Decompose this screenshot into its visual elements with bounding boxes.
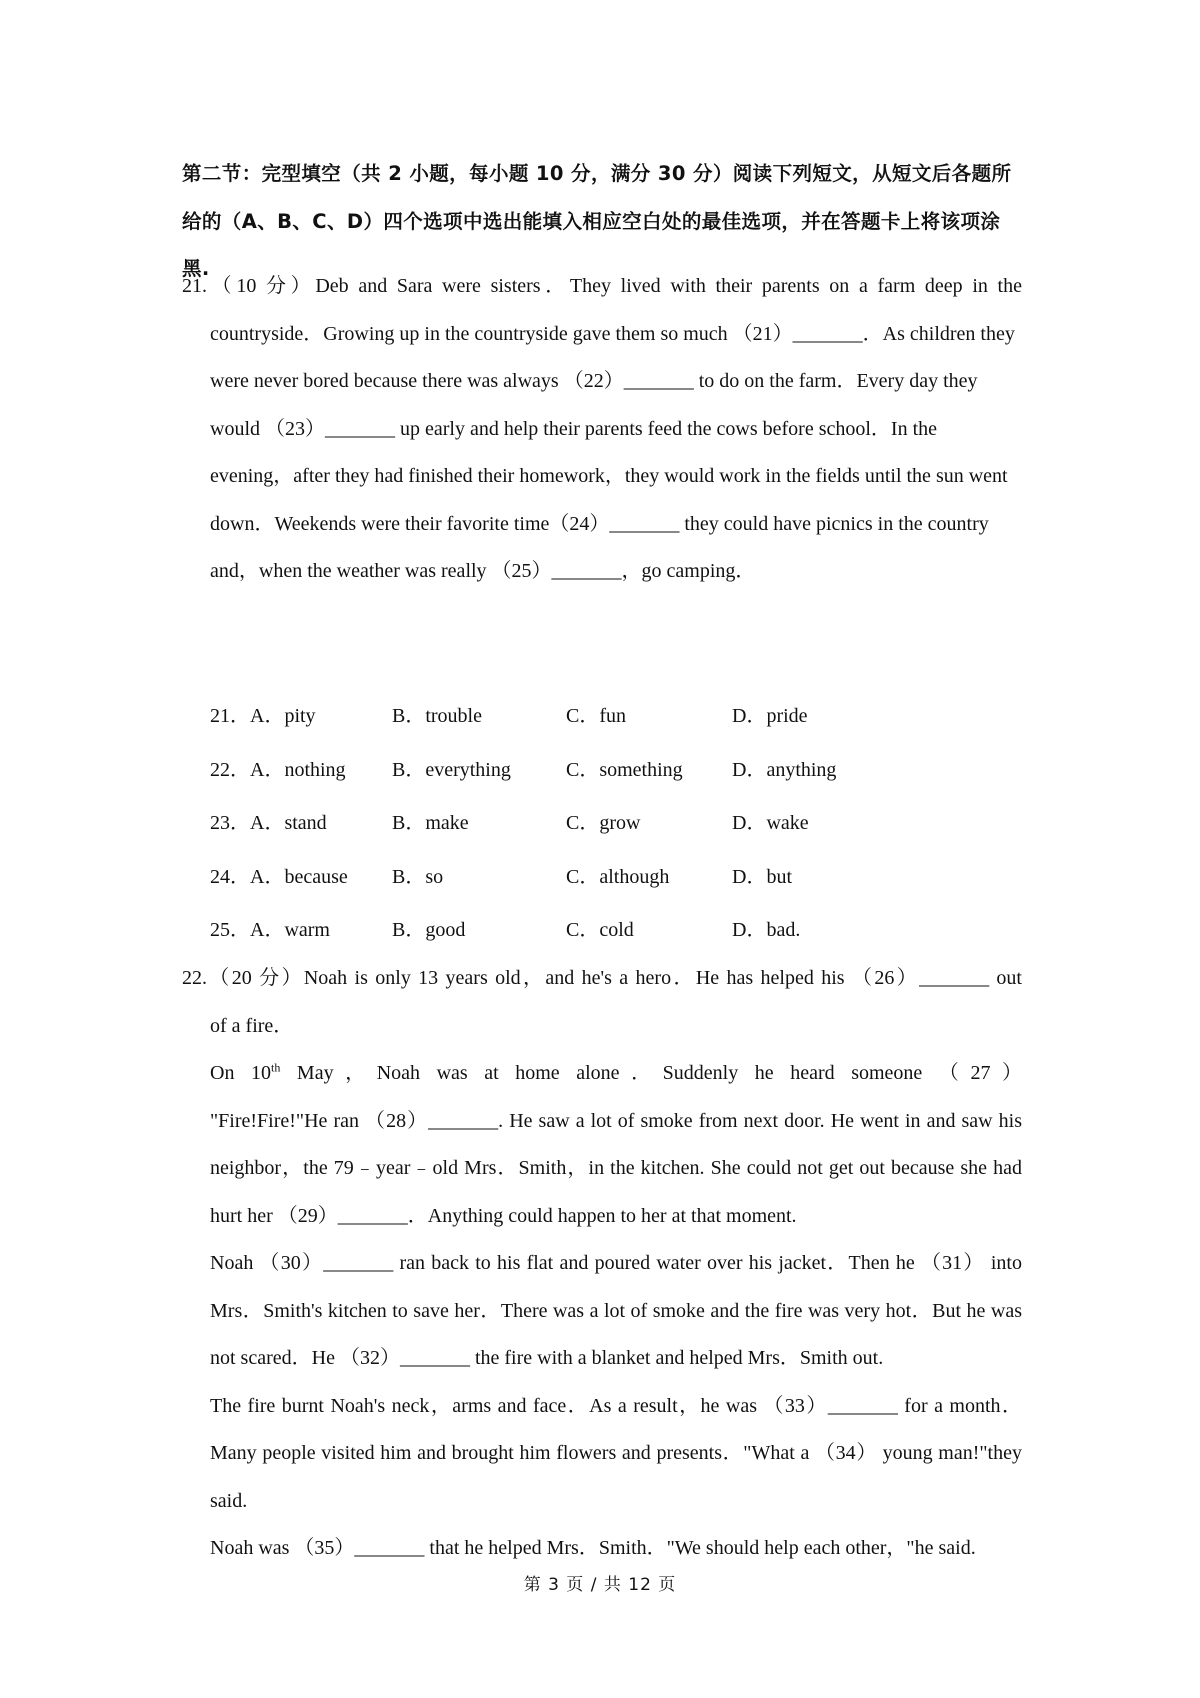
option-d: D．but: [732, 865, 792, 888]
option-row-22: [210, 744, 910, 798]
option-a: 23．A．stand: [210, 812, 327, 834]
question-22-para2: Noah （30）_______ ran back to his flat and poured water over his jacket．Then he （31） into Mrs．Smith's kitchen to save her．There was a lot of smoke and the fire was very hot．But he was not scared．He （32）_______ the fire with a blanket and helped Mrs．Smith out.: [210, 1252, 1022, 1369]
para1-text: On 10: [210, 1062, 272, 1084]
question-22-para1-first-line: [182, 1050, 1022, 1098]
option-b: B．good: [392, 919, 466, 941]
option-c: C．grow: [566, 812, 641, 834]
question-22-para3: The fire burnt Noah's neck，arms and face．As a result，he was （33）_______ for a month．Many people visited him and brought him flowers and presents．"What a （34） young man!"they said.: [210, 1394, 1022, 1512]
option-c: C．although: [566, 865, 670, 888]
option-c: C．fun: [566, 705, 626, 727]
option-d: D．anything: [732, 758, 837, 781]
question-21-passage: countryside．Growing up in the countryside gave them so much （21）_______．As children they were never bored because there was always （22）_______ to do on the farm．Every day they would （23）_______ up early and help their parents feed the cows before school．In the evening，after they had finished their homework，they would work in the fields until the sun went down．Weekends were their favorite time（24）_______ they could have picnics in the country and，when the weather was really （25）_______，go camping．: [210, 322, 1015, 582]
option-b: B．make: [392, 812, 469, 834]
option-a: 25．A．warm: [210, 919, 330, 941]
option-b: B．trouble: [392, 705, 482, 727]
option-a: 22．A．nothing: [210, 758, 346, 781]
option-d: D．bad.: [732, 919, 801, 941]
page-footer: 第 3 页 / 共 12 页: [523, 1575, 677, 1595]
question-22-para1-rest: "Fire!Fire!"He ran （28）_______. He saw a lot of smoke from next door. He went in and saw his neighbor，the 79﹣year﹣old Mrs．Smith，in the kitchen. She could not get out because she had hurt her （29）_______．Anything could happen to her at that moment.: [210, 1109, 1022, 1227]
option-a: 21．A．pity: [210, 705, 316, 727]
superscript: th: [271, 1060, 281, 1075]
option-d: D．pride: [732, 705, 808, 727]
question-21-first-line: 21.（10 分）Deb and Sara were sisters．They lived with their parents on a farm deep in the: [182, 275, 1022, 297]
question-21-options: [210, 690, 910, 958]
option-c: C．cold: [566, 919, 634, 941]
option-row-24: [210, 851, 910, 905]
question-22: [182, 955, 1022, 1573]
option-b: B．so: [392, 865, 444, 888]
question-22-para4: Noah was （35）_______ that he helped Mrs．Smith．"We should help each other，"he said.: [210, 1537, 976, 1559]
option-a: 24．A．because: [210, 865, 348, 888]
option-row-23: [210, 797, 910, 851]
question-22-first-line: 22.（20 分）Noah is only 13 years old，and he's a hero．He has helped his （26）_______ out: [182, 967, 1022, 989]
para1-text-cont: May，Noah was at home alone．Suddenly he heard someone （27）: [280, 1062, 1022, 1084]
option-c: C．something: [566, 758, 683, 781]
question-21: [182, 263, 1022, 596]
option-d: D．wake: [732, 812, 809, 834]
option-b: B．everything: [392, 758, 511, 781]
option-row-21: [210, 690, 910, 744]
option-row-25: [210, 904, 910, 958]
section-header: 第二节：完型填空（共 2 小题，每小题 10 分，满分 30 分）阅读下列短文，从短文后各题所给的（A、B、C、D）四个选项中选出能填入相应空白处的最佳选项，并在答题卡上将该项涂黑.: [182, 162, 1012, 280]
question-22-second-line: of a fire．: [210, 1014, 294, 1037]
